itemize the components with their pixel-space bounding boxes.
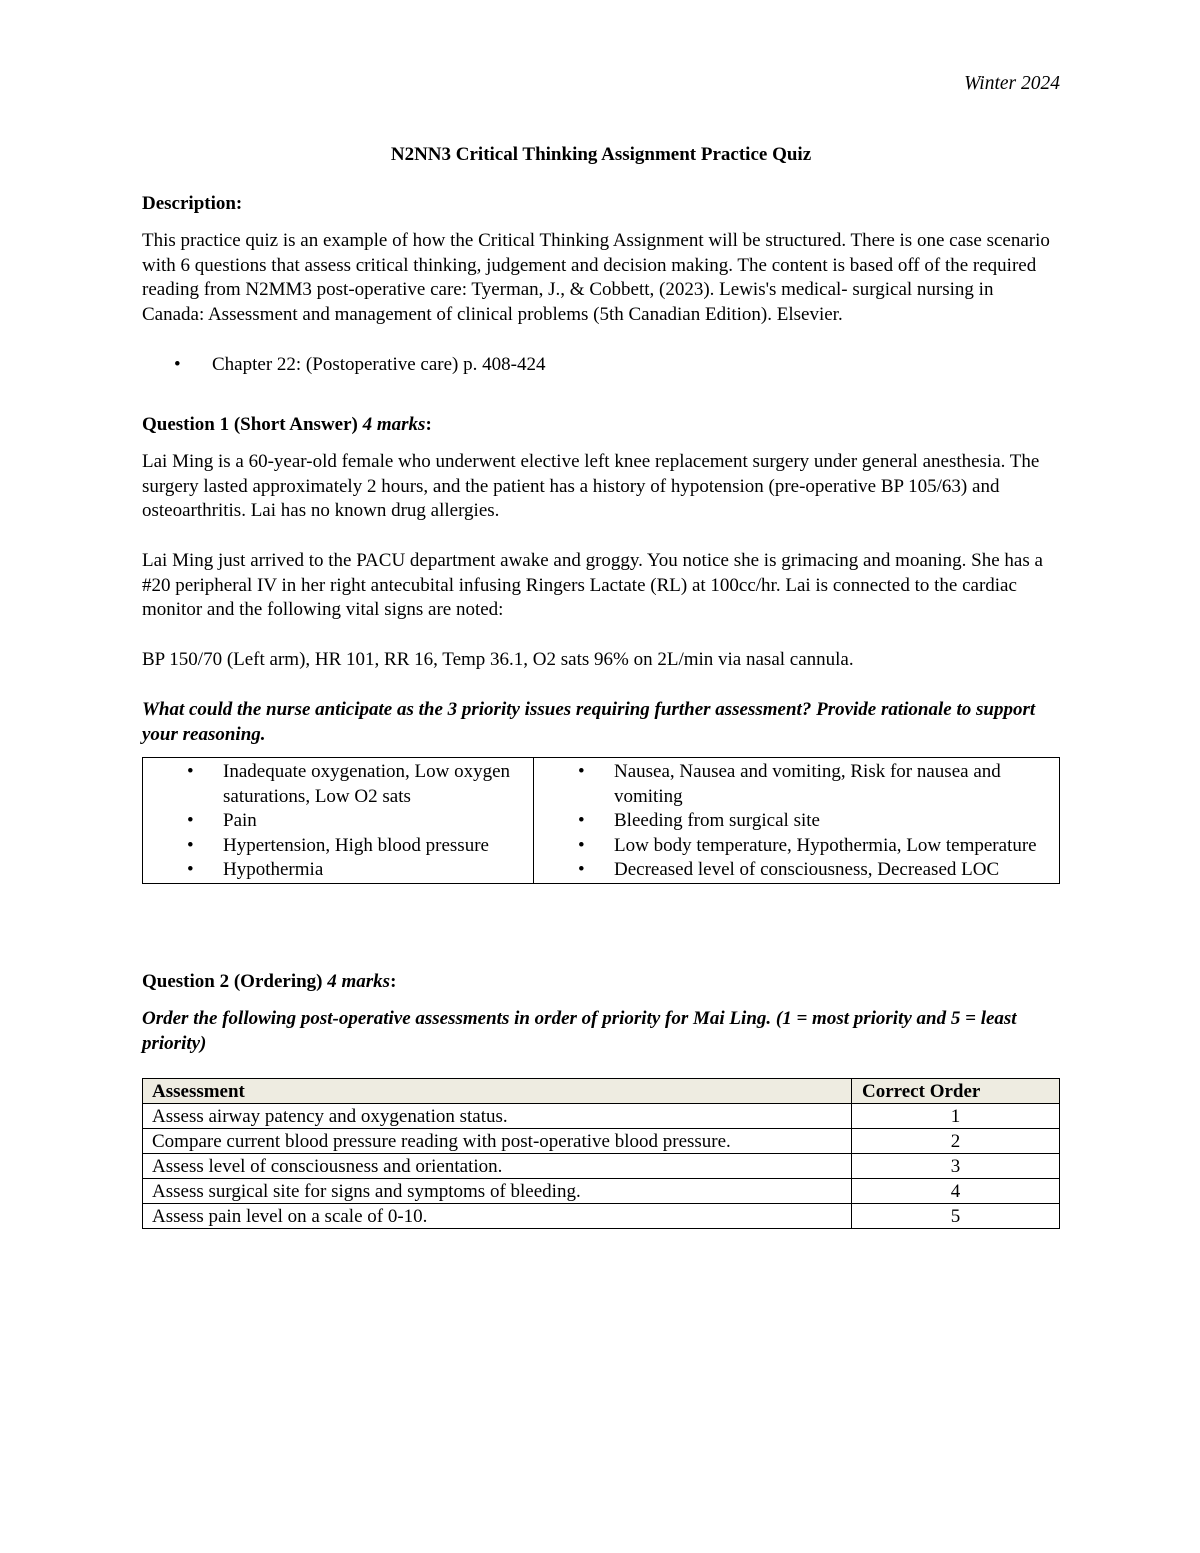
term-header: Winter 2024 bbox=[964, 73, 1060, 94]
answer-item: • Hypothermia bbox=[143, 858, 529, 883]
description-bullet: • Chapter 22: (Postoperative care) p. 408-424 bbox=[142, 353, 1130, 378]
assessment-cell: Compare current blood pressure reading with post-operative blood pressure. bbox=[143, 1129, 852, 1154]
order-cell: 2 bbox=[852, 1129, 1060, 1154]
page-title: N2NN3 Critical Thinking Assignment Practice Quiz bbox=[390, 144, 812, 165]
question1-scenario-paragraph-2: Lai Ming just arrived to the PACU department awake and groggy. You notice she is grimacing and moaning. She has a #20 peripheral IV in her right antecubital infusing Ringers Lactate (RL) at 100cc/hr. Lai is connected to the cardiac monitor and the following vital signs are noted: bbox=[142, 550, 1043, 621]
question2-heading-line bbox=[142, 970, 1060, 995]
description-heading: Description: bbox=[142, 193, 243, 214]
answer-item: • Pain bbox=[143, 809, 529, 834]
answer-item: • Hypertension, High blood pressure bbox=[143, 834, 529, 859]
order-cell: 4 bbox=[852, 1179, 1060, 1204]
question1-answer-table bbox=[142, 757, 1060, 884]
answer-item: • Bleeding from surgical site bbox=[534, 809, 1055, 834]
question1-prompt: What could the nurse anticipate as the 3 priority issues requiring further assessment? Provide rationale to support your reasoning. bbox=[142, 699, 1036, 745]
question2-prompt: Order the following post-operative assessments in order of priority for Mai Ling. (1 = most priority and 5 = least priority) bbox=[142, 1008, 1017, 1054]
answer-item: • Nausea, Nausea and vomiting, Risk for nausea and vomiting bbox=[534, 760, 1055, 809]
question2-heading: Question 2 (Ordering) bbox=[142, 971, 323, 992]
column-header-assessment: Assessment bbox=[143, 1079, 852, 1104]
assessment-cell: Assess surgical site for signs and symptoms of bleeding. bbox=[143, 1179, 852, 1204]
table-row bbox=[143, 1179, 1060, 1204]
order-cell: 3 bbox=[852, 1154, 1060, 1179]
answer-column-left bbox=[143, 758, 534, 884]
question1-colon: : bbox=[425, 414, 432, 435]
question2-colon: : bbox=[390, 971, 397, 992]
answer-item: • Decreased level of consciousness, Decreased LOC bbox=[534, 858, 1055, 883]
table-row bbox=[143, 1204, 1060, 1229]
order-cell: 1 bbox=[852, 1104, 1060, 1129]
table-row bbox=[143, 1104, 1060, 1129]
question1-heading-line bbox=[142, 413, 1060, 438]
question1-scenario-paragraph-1: Lai Ming is a 60-year-old female who underwent elective left knee replacement surgery under general anesthesia. The surgery lasted approximately 2 hours, and the patient has a history of hypotension (pre-operative BP 105/63) and osteoarthritis. Lai has no known drug allergies. bbox=[142, 451, 1040, 522]
question1-vital-signs: BP 150/70 (Left arm), HR 101, RR 16, Temp 36.1, O2 sats 96% on 2L/min via nasal cannula. bbox=[142, 649, 854, 670]
question1-marks: 4 marks bbox=[362, 414, 426, 435]
question1-heading: Question 1 (Short Answer) bbox=[142, 414, 358, 435]
description-text: This practice quiz is an example of how the Critical Thinking Assignment will be structured. There is one case scenario with 6 questions that assess critical thinking, judgement and decision making. The content is based off of the required reading from N2MM3 post-operative care: Tyerman, J., & Cobbett, (2023). Lewis's medical- surgical nursing in Canada: Assessment and management of clinical problems (5th Canadian Edition). Elsevier. bbox=[142, 230, 1050, 325]
document-page bbox=[142, 0, 1060, 1227]
table-header-row bbox=[143, 1079, 1060, 1104]
assessment-cell: Assess level of consciousness and orientation. bbox=[143, 1154, 852, 1179]
answer-item: • Low body temperature, Hypothermia, Low temperature bbox=[534, 834, 1055, 859]
assessment-cell: Assess pain level on a scale of 0-10. bbox=[143, 1204, 852, 1229]
assessment-cell: Assess airway patency and oxygenation status. bbox=[143, 1104, 852, 1129]
answer-item: • Inadequate oxygenation, Low oxygen saturations, Low O2 sats bbox=[143, 760, 529, 809]
answer-column-right bbox=[534, 758, 1060, 884]
question2-order-table bbox=[142, 1078, 1060, 1229]
order-cell: 5 bbox=[852, 1204, 1060, 1229]
column-header-correct-order: Correct Order bbox=[852, 1079, 1060, 1104]
question2-marks: 4 marks bbox=[327, 971, 391, 992]
table-row bbox=[143, 1129, 1060, 1154]
table-row bbox=[143, 1154, 1060, 1179]
